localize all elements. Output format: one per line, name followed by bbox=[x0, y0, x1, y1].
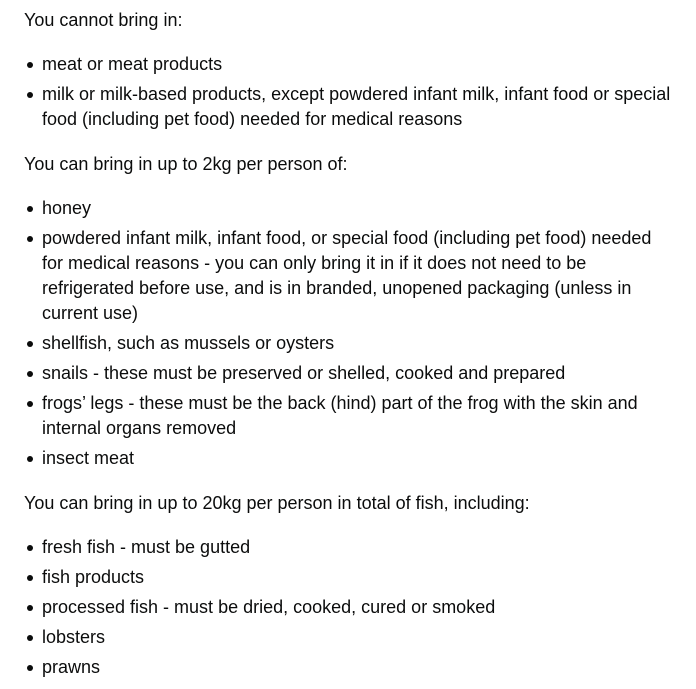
section-intro-prohibited: You cannot bring in: bbox=[24, 10, 183, 30]
list-item: shellfish, such as mussels or oysters bbox=[24, 331, 672, 356]
2kg-items-list bbox=[24, 196, 672, 471]
list-item: honey bbox=[24, 196, 672, 221]
prohibited-items-list bbox=[24, 52, 672, 132]
list-item: meat or meat products bbox=[24, 52, 672, 77]
fish-items-list bbox=[24, 535, 672, 680]
list-item: milk or milk-based products, except powdered infant milk, infant food or special food (including pet food) needed for medical reasons bbox=[24, 82, 672, 132]
list-item: fish products bbox=[24, 565, 672, 590]
list-item: snails - these must be preserved or shelled, cooked and prepared bbox=[24, 361, 672, 386]
list-item: lobsters bbox=[24, 625, 672, 650]
list-item: frogs’ legs - these must be the back (hind) part of the frog with the skin and internal organs removed bbox=[24, 391, 672, 441]
section-intro-20kg-fish: You can bring in up to 20kg per person in total of fish, including: bbox=[24, 493, 530, 513]
list-item: prawns bbox=[24, 655, 672, 680]
section-intro-2kg: You can bring in up to 2kg per person of: bbox=[24, 154, 348, 174]
list-item: fresh fish - must be gutted bbox=[24, 535, 672, 560]
list-item: insect meat bbox=[24, 446, 672, 471]
list-item: processed fish - must be dried, cooked, cured or smoked bbox=[24, 595, 672, 620]
list-item: powdered infant milk, infant food, or special food (including pet food) needed for medical reasons - you can only bring it in if it does not need to be refrigerated before use, and is in branded, unopened packaging (unless in current use) bbox=[24, 226, 672, 326]
